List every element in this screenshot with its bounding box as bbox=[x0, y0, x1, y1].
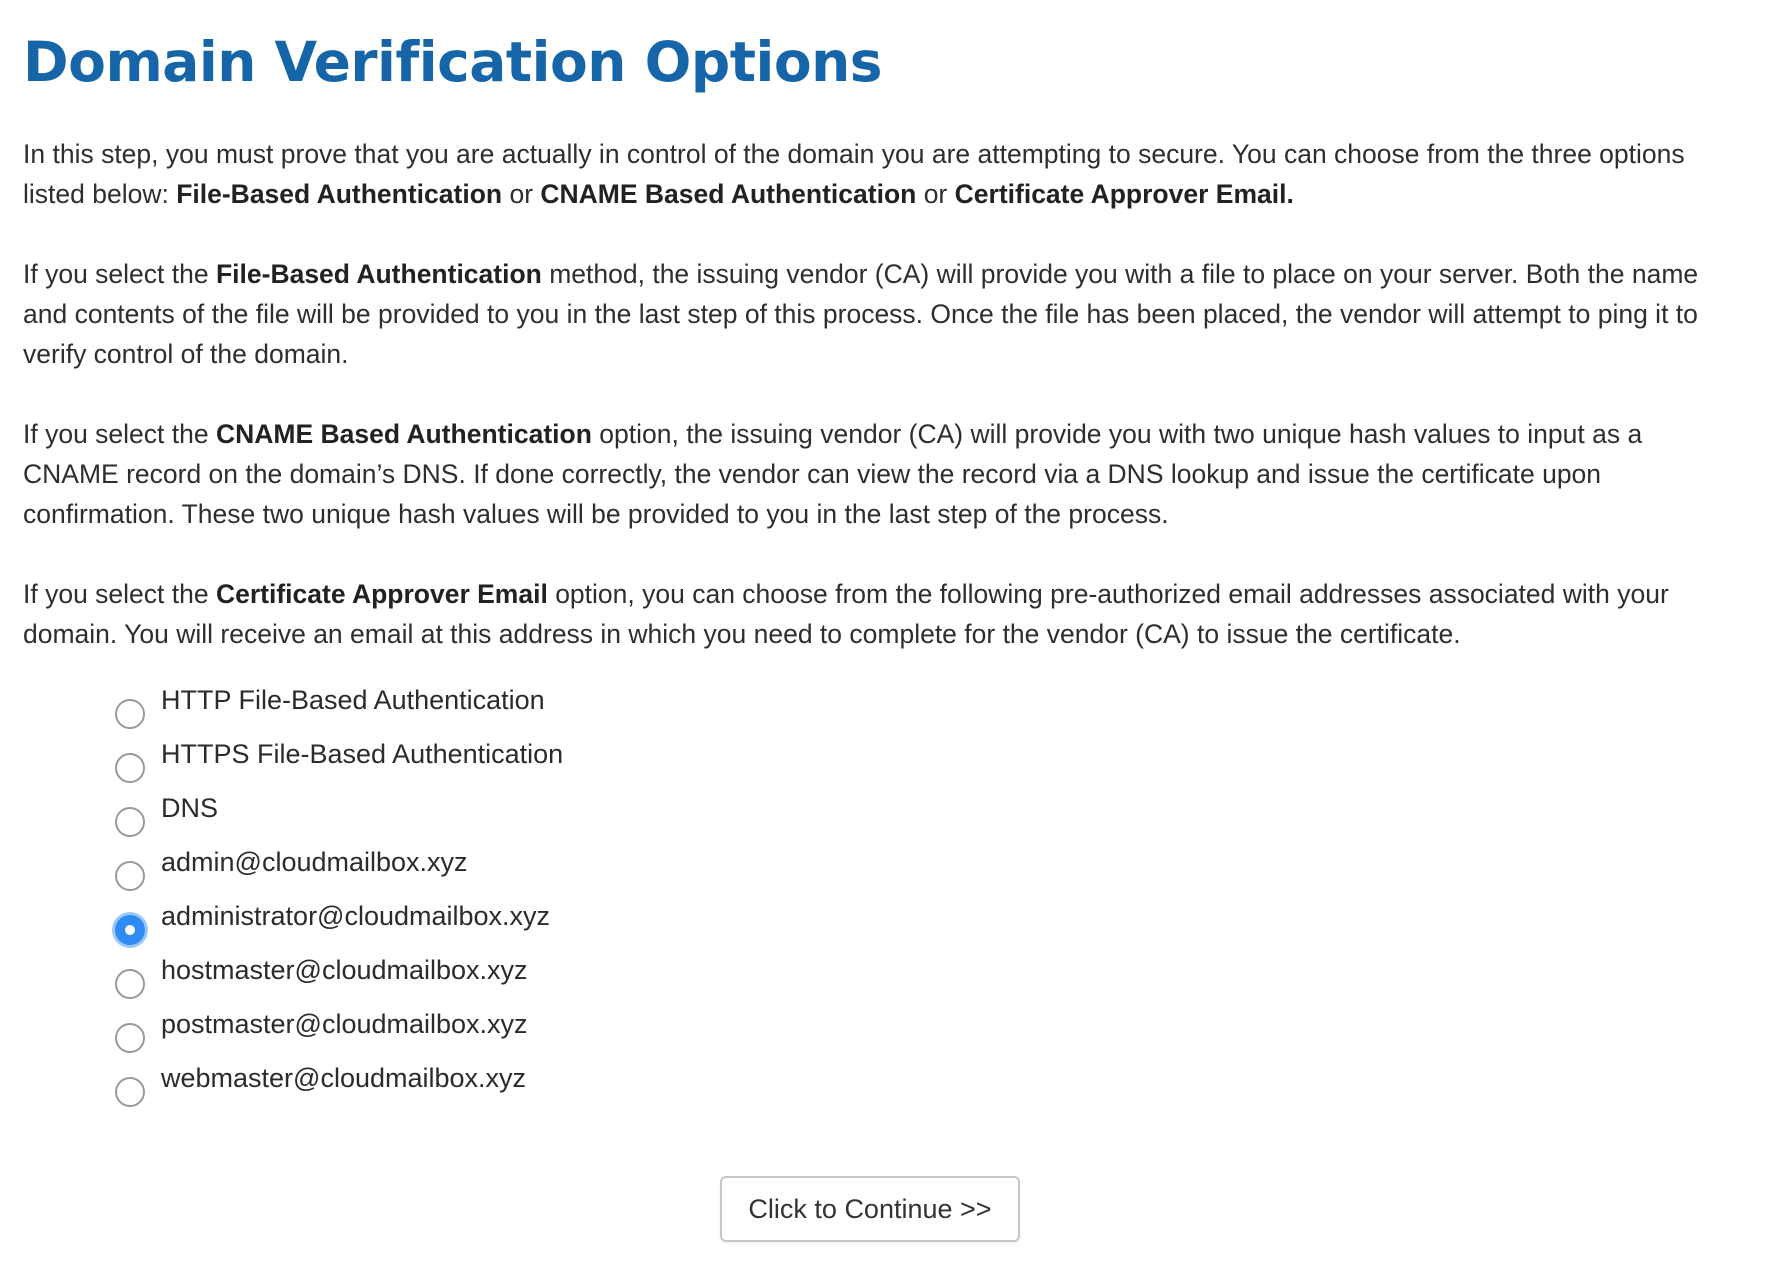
continue-button[interactable]: Click to Continue >> bbox=[720, 1176, 1020, 1242]
verification-options-radio-group bbox=[115, 682, 563, 1114]
option-label: admin@cloudmailbox.xyz bbox=[161, 847, 468, 877]
option-email-admin[interactable] bbox=[115, 844, 563, 898]
option-email-postmaster[interactable] bbox=[115, 1006, 563, 1060]
intro-paragraph bbox=[23, 134, 1733, 214]
radio-email-postmaster[interactable] bbox=[115, 1023, 145, 1053]
radio-https-file-based[interactable] bbox=[115, 753, 145, 783]
option-label: hostmaster@cloudmailbox.xyz bbox=[161, 955, 528, 985]
approver-email-text-2: option, you can choose from the following pre-authorized email addresses associated with your domain. You will receive an email at this address in which you need to complete for the vendor (CA) to issue the certificate. bbox=[23, 579, 1669, 649]
radio-email-hostmaster[interactable] bbox=[115, 969, 145, 999]
intro-text-2: or bbox=[502, 179, 541, 209]
file-based-bold: File-Based Authentication bbox=[215, 259, 542, 289]
option-label: webmaster@cloudmailbox.xyz bbox=[161, 1063, 527, 1093]
file-based-text-2: method, the issuing vendor (CA) will provide you with a file to place on your server. Both the name and contents of the file will be provided to you in the last step of this process. Once the file has been placed, the vendor will attempt to ping it to verify control of the domain. bbox=[23, 259, 1699, 369]
approver-email-paragraph bbox=[23, 574, 1733, 654]
option-email-hostmaster[interactable] bbox=[115, 952, 563, 1006]
radio-http-file-based[interactable] bbox=[115, 699, 145, 729]
intro-text-3: or bbox=[916, 179, 955, 209]
file-based-text-1: If you select the bbox=[23, 259, 216, 289]
option-label: HTTPS File-Based Authentication bbox=[161, 739, 564, 769]
intro-text-1: In this step, you must prove that you are actually in control of the domain you are attempting to secure. You can choose from the three options listed below: bbox=[23, 139, 1685, 209]
intro-bold-approver-email: Certificate Approver Email. bbox=[954, 179, 1294, 209]
file-based-paragraph bbox=[23, 254, 1733, 374]
instructions bbox=[23, 134, 1733, 654]
option-label: DNS bbox=[161, 793, 219, 823]
cname-paragraph bbox=[23, 414, 1733, 534]
option-dns[interactable] bbox=[115, 790, 563, 844]
option-https-file-based[interactable] bbox=[115, 736, 563, 790]
option-label: administrator@cloudmailbox.xyz bbox=[161, 901, 551, 931]
radio-email-administrator[interactable] bbox=[115, 915, 145, 945]
intro-bold-cname: CNAME Based Authentication bbox=[540, 179, 917, 209]
intro-bold-file-based: File-Based Authentication bbox=[176, 179, 503, 209]
approver-email-text-1: If you select the bbox=[23, 579, 216, 609]
option-email-webmaster[interactable] bbox=[115, 1060, 563, 1114]
option-label: postmaster@cloudmailbox.xyz bbox=[161, 1009, 528, 1039]
radio-email-admin[interactable] bbox=[115, 861, 145, 891]
approver-email-bold: Certificate Approver Email bbox=[215, 579, 548, 609]
cname-text-2: option, the issuing vendor (CA) will provide you with two unique hash values to input as a CNAME record on the domain’s DNS. If done correctly, the vendor can view the record via a DNS lookup and issue the certificate upon confirmation. These two unique hash values will be provided to you in the last step of the process. bbox=[23, 419, 1643, 529]
page-title: Domain Verification Options bbox=[23, 30, 883, 94]
radio-dns[interactable] bbox=[115, 807, 145, 837]
radio-email-webmaster[interactable] bbox=[115, 1077, 145, 1107]
cname-text-1: If you select the bbox=[23, 419, 216, 449]
option-label: HTTP File-Based Authentication bbox=[161, 685, 545, 715]
page-content bbox=[23, 26, 1733, 694]
cname-bold: CNAME Based Authentication bbox=[215, 419, 592, 449]
option-email-administrator[interactable] bbox=[115, 898, 563, 952]
option-http-file-based[interactable] bbox=[115, 682, 563, 736]
